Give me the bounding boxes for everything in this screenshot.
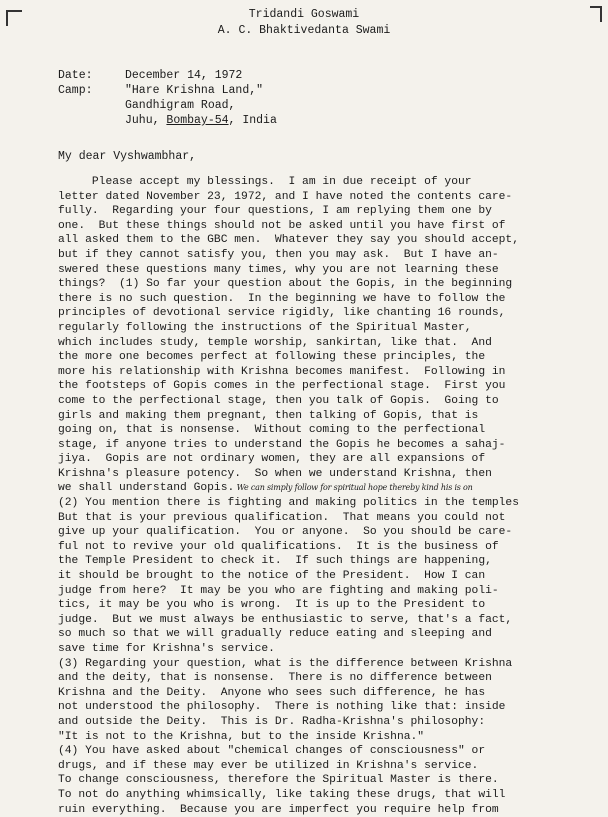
body-line: Please accept my blessings. I am in due receipt of your: [58, 176, 472, 188]
letter-body: [58, 175, 606, 817]
body-line: more his relationship with Krishna becomes manifest. Following in: [58, 365, 506, 378]
body-line: and the deity, that is nonsense. There is no difference between: [58, 672, 492, 685]
body-line: Krishna and the Deity. Anyone who sees such difference, he has: [58, 686, 486, 699]
body-line: it should be brought to the notice of the President. How I can: [58, 570, 486, 583]
body-line: which includes study, temple worship, sankirtan, like that. And: [58, 336, 492, 349]
body-line: "It is not to the Krishna, but to the inside Krishna.": [58, 730, 425, 743]
body-line: judge. But we must always be enthusiastic to serve, that's a fact,: [58, 613, 513, 626]
body-line: tics, it may be you who is wrong. It is up to the President to: [58, 599, 486, 612]
body-line: one. But these things should not be asked until you have first of: [58, 219, 506, 232]
body-line: regularly following the instructions of the Spiritual Master,: [58, 321, 472, 334]
body-line: all asked them to the GBC men. Whatever they say you should accept,: [58, 234, 519, 247]
body-line: stage, if anyone tries to understand the Gopis he becomes a sahaj-: [58, 438, 506, 451]
body-line: swered these questions many times, why you are not learning these: [58, 263, 499, 276]
body-line: (4) You have asked about "chemical changes of consciousness" or: [58, 745, 486, 758]
date-label: Date:: [58, 69, 93, 82]
body-line: the more one becomes perfect at following these principles, the: [58, 351, 486, 364]
letter-meta: [58, 68, 277, 128]
body-line: the Temple President to check it. If such things are happening,: [58, 555, 492, 568]
body-line: fully. Regarding your four questions, I am replying them one by: [58, 205, 492, 218]
camp-line2: Gandhigram Road,: [125, 99, 236, 112]
body-line: there is no such question. In the beginning we have to follow the: [58, 292, 506, 305]
body-line: give up your qualification. You or anyone. So you should be care-: [58, 526, 513, 539]
camp-line3: Juhu, Bombay-54, India: [125, 114, 277, 127]
body-line: not understood the philosophy. There is nothing like that: inside: [58, 701, 506, 714]
body-line: and outside the Deity. This is Dr. Radha-Krishna's philosophy:: [58, 715, 486, 728]
body-line: save time for Krishna's service.: [58, 643, 275, 655]
body-line: principles of devotional service rigidly, like chanting 16 rounds,: [58, 307, 506, 320]
body-line: (2) You mention there is fighting and making politics in the temples: [58, 497, 519, 510]
body-line: so much so that we will gradually reduce eating and sleeping and: [58, 628, 492, 641]
body-line: Krishna's pleasure potency. So when we understand Krishna, then: [58, 467, 492, 480]
camp-label: Camp:: [58, 84, 93, 97]
body-line: ruin everything. Because you are imperfect you require help from: [58, 803, 499, 816]
body-line: (3) Regarding your question, what is the difference between Krishna: [58, 657, 513, 670]
body-line: going on, that is nonsense. Without coming to the perfectional: [58, 424, 486, 437]
camp-line1: "Hare Krishna Land,": [125, 84, 264, 97]
body-line: but if they cannot satisfy you, then you may ask. But I have an-: [58, 248, 499, 261]
body-line: But that is your previous qualification. That means you could not: [58, 511, 506, 524]
header-title: Tridandi Goswami: [248, 8, 360, 21]
body-line: To change consciousness, therefore the Spiritual Master is there.: [58, 774, 499, 787]
date-value: December 14, 1972: [125, 69, 243, 82]
header-name: A. C. Bhaktivedanta Swami: [217, 24, 391, 37]
body-line: To not do anything whimsically, like taking these drugs, that will: [58, 788, 506, 801]
body-line: judge from here? It may be you who are fighting and making poli-: [58, 584, 499, 597]
body-line: drugs, and if these may ever be utilized in Krishna's service.: [58, 759, 479, 772]
handwritten-note: We can simply follow for spiritual hope thereby kind his is on: [234, 483, 473, 493]
body-line: we shall understand Gopis. We can simply follow for spiritual hope thereby kind his is on: [58, 482, 473, 495]
body-line: the footsteps of Gopis comes in the perfectional stage. First you: [58, 380, 506, 393]
body-line: things? (1) So far your question about the Gopis, in the beginning: [58, 278, 513, 291]
body-line: ful not to revive your old qualifications. It is the business of: [58, 540, 499, 553]
body-line: girls and making them pregnant, then talking of Gopis, that is: [58, 409, 479, 422]
body-line: come to the perfectional stage, then you talk of Gopis. Going to: [58, 394, 499, 407]
salutation: My dear Vyshwambhar,: [58, 150, 197, 163]
body-line: jiya. Gopis are not ordinary women, they are all expansions of: [58, 453, 486, 466]
body-line: letter dated November 23, 1972, and I have noted the contents care-: [58, 190, 513, 203]
